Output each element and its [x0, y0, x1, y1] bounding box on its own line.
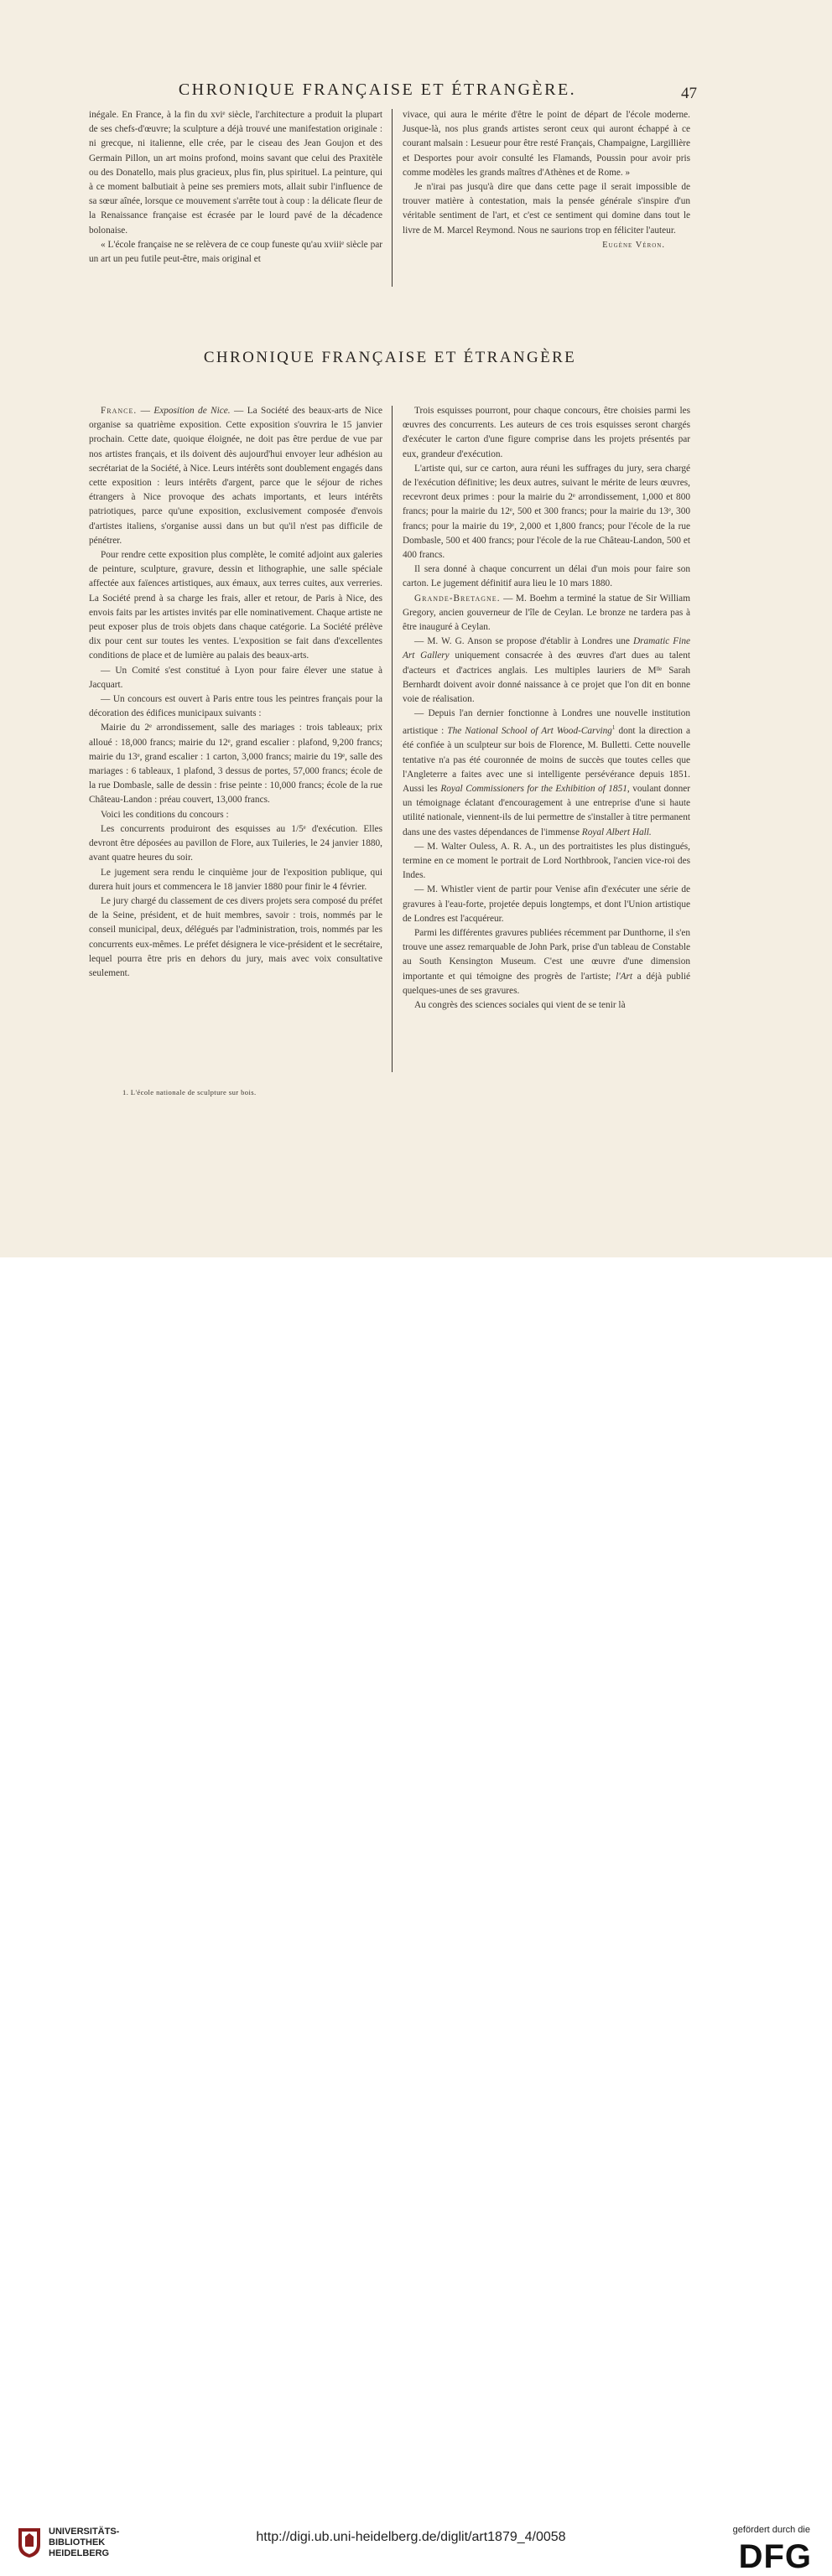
italic-title: l'Art — [616, 971, 633, 982]
author-signature: Eugène Véron. — [602, 240, 665, 250]
footnote: 1. L'école nationale de sculpture sur bois. — [122, 1088, 257, 1096]
paragraph — [403, 926, 690, 998]
text: Parmi les différentes gravures publiées récemment par Dunthorne, il s'en trouve une assez remarquable de John Park, prise d'un tableau de Constable au South Kensington Museum. C'est une œuvre d'une dimension importante et qui témoigne des progrès de l'artiste; — [403, 928, 690, 982]
paragraph: L'artiste qui, sur ce carton, aura réuni les suffrages du jury, sera chargé de l'exécution définitive; les deux autres, suivant le mérite de leurs œuvres, recevront deux primes : pour la mairie du 2ᵉ arrondissement, 1,000 et 800 francs; pour la mairie du 12ᵉ, 500 et 300 francs; pour la mairie du 13ᵉ, 300 francs; pour la mairie du 19ᵉ, 2,000 et 1,800 francs; pour l'école de la rue Dombasle, 500 et 400 francs; pour l'école de la rue Château-Landon, 500 et 400 francs. — [403, 463, 690, 561]
paragraph — [403, 707, 690, 840]
paragraph — [403, 635, 690, 707]
text: — La Société des beaux-arts de Nice organise sa quatrième exposition. Cette exposition s'ouvrira le 15 janvier prochain. Cette date, quoique éloignée, ne doit pas être perdue de vue par nos artistes français, et ils doivent dès aujourd'hui envoyer leur adhésion au secrétariat de la Société, à Nice. Leurs intérêts sont doublement engagés dans cette exposition : leurs intérêts d'argent, parce que le séjour de riches étrangers à Nice provoque des achats importants, et leurs intérêts patriotiques, parce qu'une exposition, exclusivement composée d'envois d'artistes italiens, s'organise aussi dans un but qu'il n'est pas difficile de pénétrer. — [89, 406, 382, 546]
paragraph: Le jugement sera rendu le cinquième jour de l'exposition publique, qui durera huit jours et commencera le 18 janvier 1880 pour finir le 4 février. — [89, 867, 382, 892]
dfg-logo: DFG — [738, 2538, 812, 2575]
italic-title: Royal Commissioners for the Exhibition of 1851 — [440, 784, 627, 795]
paragraph: Trois esquisses pourront, pour chaque concours, être choisies parmi les œuvres des concurrents. Les auteurs de ces trois esquisses seront chargés d'exécuter le carton d'une figure comprise dans les projets présentés par eux, grandeur d'exécution. — [403, 406, 690, 459]
running-head: CHRONIQUE FRANÇAISE ET ÉTRANGÈRE. — [178, 80, 577, 99]
paragraph: — M. Whistler vient de partir pour Venise afin d'exécuter une série de gravures à l'eau-forte, projetée depuis longtemps, et dont l'Union artistique de Londres est l'acquéreur. — [403, 884, 690, 924]
column-rule — [392, 406, 393, 1072]
paragraph: Il sera donné à chaque concurrent un délai d'un mois pour faire son carton. Le jugement définitif aura lieu le 10 mars 1880. — [403, 564, 690, 589]
column-rule — [392, 109, 393, 287]
separator: — — [137, 406, 154, 416]
paragraph: Au congrès des sciences sociales qui vient de se tenir là — [414, 1000, 626, 1011]
footnote-marker: 1 — [611, 724, 616, 732]
paragraph — [89, 404, 382, 548]
digitization-footer — [0, 1257, 832, 2575]
paragraph: Le jury chargé du classement de ces divers projets sera composé du préfet de la Seine, président, et de huit membres, savoir : trois, nommés par le conseil municipal, deux, délégués par l'administration, trois, nommés par les concurrents eux-mêmes. Le préfet désignera le vice-président et le secrétaire, lequel pourra être pris en dehors du jury, mais avec voix consultative seulement. — [89, 895, 382, 978]
italic-title: Royal Albert Hall. — [581, 827, 652, 837]
library-line: UNIVERSITÄTS- — [49, 2527, 120, 2537]
funding-caption: gefördert durch die — [732, 2525, 810, 2535]
text: — M. Boehm a terminé la statue de Sir William Gregory, ancien gouverneur de l'île de Ceylan. Le bronze ne tardera pas à être inauguré à Ceylan. — [403, 593, 690, 633]
italic-title: The National School of Art Wood-Carving — [447, 726, 612, 737]
country-label: France. — [101, 406, 138, 416]
paragraph: Pour rendre cette exposition plus complète, le comité adjoint aux galeries de peinture, sculpture, gravure, dessin et lithographie, une salle spéciale affectée aux faïences artistiques, aux émaux, aux terres cuites, aux verreries. La Société prend à sa charge les frais, aller et retour, de Paris à Nice, des envois faits par les artistes invités par elle nominativement. Chaque artiste ne peut exposer plus de trois objets dans chaque catégorie. La Société prélève dix pour cent sur toutes les ventes. L'exposition se fait dans d'excellentes conditions de place et de lumière au palais des beaux-arts. — [89, 550, 382, 661]
paragraph: — M. Walter Ouless, A. R. A., un des portraitistes les plus distingués, termine en ce moment le portrait de Lord Northbrook, l'ancien vice-roi des Indes. — [403, 841, 690, 881]
text: — Depuis l'an dernier fonctionne à Londres une nouvelle institution artistique : — [403, 708, 690, 737]
university-seal-icon — [17, 2525, 42, 2558]
section-title: CHRONIQUE FRANÇAISE ET ÉTRANGÈRE — [203, 349, 577, 366]
page-number: 47 — [681, 85, 697, 102]
paragraph: Voici les conditions du concours : — [101, 809, 229, 820]
permalink-url[interactable]: http://digi.ub.uni-heidelberg.de/diglit/art1879_4/0058 — [256, 2530, 566, 2544]
text: a déjà publié quelques-unes de ses gravures. — [403, 971, 690, 996]
paragraph: « L'école française ne se relèvera de ce coup funeste qu'au xviiiᵉ siècle par un art un peu futile peut-être, mais original et — [89, 239, 382, 265]
text: dont la direction a été confiée à un sculpteur sur bois de Florence, M. Bulletti. Cette nouvelle tentative n'a pas été couronnée de moins de succès que toutes celles que l'Angleterre a faites avec une si intelligente persévérance depuis 1851. Aussi les — [403, 726, 690, 795]
scanned-page — [0, 0, 832, 1257]
library-name — [49, 2527, 119, 2559]
top-right-column — [403, 108, 690, 252]
library-line: HEIDELBERG — [49, 2548, 110, 2558]
article-heading: Exposition de Nice. — [153, 406, 231, 416]
paragraph: — Un Comité s'est constitué à Lyon pour faire élever une statue à Jacquart. — [89, 665, 382, 690]
country-label: Grande-Bretagne. — [414, 593, 501, 604]
paragraph: Mairie du 2ᵉ arrondissement, salle des mariages : trois tableaux; prix alloué : 18,000 francs; mairie du 12ᵉ, grand escalier : plafond, 9,200 francs; mairie du 13ᵉ, grand escalier : 1 carton, 3,000 francs; mairie du 19ᵉ, salle des mariages : 6 tableaux, 1 plafond, 3 dessus de portes, 57,000 francs; école de la rue Dombasle, salle de dessin : frise peinte : 10,000 francs; école de la rue Château-Landon : préau couvert, 13,000 francs. — [89, 723, 382, 806]
main-right-column — [403, 404, 690, 1013]
library-line: BIBLIOTHEK — [49, 2537, 106, 2547]
paragraph: — Un concours est ouvert à Paris entre tous les peintres français pour la décoration des édifices municipaux suivants : — [89, 694, 382, 719]
top-left-column — [89, 108, 382, 267]
text: , voulant donner un témoignage éclatant d'encouragement à une entreprise d'une si haute utilité nationale, viennent-ils de lui permettre de s'installer à titre permanent dans une des vastes dépendances de l'immense — [403, 784, 691, 837]
paragraph: Les concurrents produiront des esquisses au 1/5ᵉ d'exécution. Elles devront être déposées au pavillon de Flore, aux Tuileries, le 24 janvier 1880, avant quatre heures du soir. — [89, 823, 382, 863]
paragraph: vivace, qui aura le mérite d'être le point de départ de l'école moderne. Jusque-là, nos plus grands artistes seront ceux qui auront échappé à ce courant malsain : Lesueur pour être resté Français, Champaigne, Largillière et Desportes pour avoir consulté les Flamands, Poussin pour avoir pris comme modèles les grands maîtres d'Athènes et de Rome. » — [403, 110, 690, 178]
text: — M. W. G. Anson se propose d'établir à Londres une — [414, 636, 633, 647]
paragraph: Je n'irai pas jusqu'à dire que dans cette page il serait impossible de trouver matière à contestation, mais la pensée générale s'inspire d'un véritable sentiment de l'art, et c'est ce sentiment qui domine dans tout le livre de M. Marcel Reymond. Nous ne saurions trop en féliciter l'auteur. — [403, 182, 690, 236]
italic-title: Dramatic Fine Art Gallery — [403, 636, 690, 661]
main-left-column — [89, 404, 382, 981]
paragraph — [403, 592, 690, 635]
paragraph: inégale. En France, à la fin du xviᵉ siècle, l'architecture a produit la plupart de ses chefs-d'œuvre; la sculpture a déjà trouvé une manifestation originale : ni grecque, ni italienne, elle crée, par le ciseau des Jean Goujon et des Germain Pillon, un art moins profond, moins savant que celui des Praxitèle ou des Donatello, mais plus gracieux, plus fin, plus spirituel. La peinture, qui à ce moment balbutiait à peine ses premiers mots, allait subir l'influence de sa sœur aînée, lorsque ce mouvement s'arrête tout à coup : la délicate fleur de la Renaissance française est écrasée par le lourd pavé de la décadence bolonaise. — [89, 110, 382, 236]
text: uniquement consacrée à des œuvres d'art dues au talent d'acteurs et d'actrices anglais. Les multiples lauriers de Mˡˡᵉ Sarah Bernhardt doivent avoir donné naissance à ce projet que l'on dit en bonne voie de réalisation. — [403, 650, 690, 705]
